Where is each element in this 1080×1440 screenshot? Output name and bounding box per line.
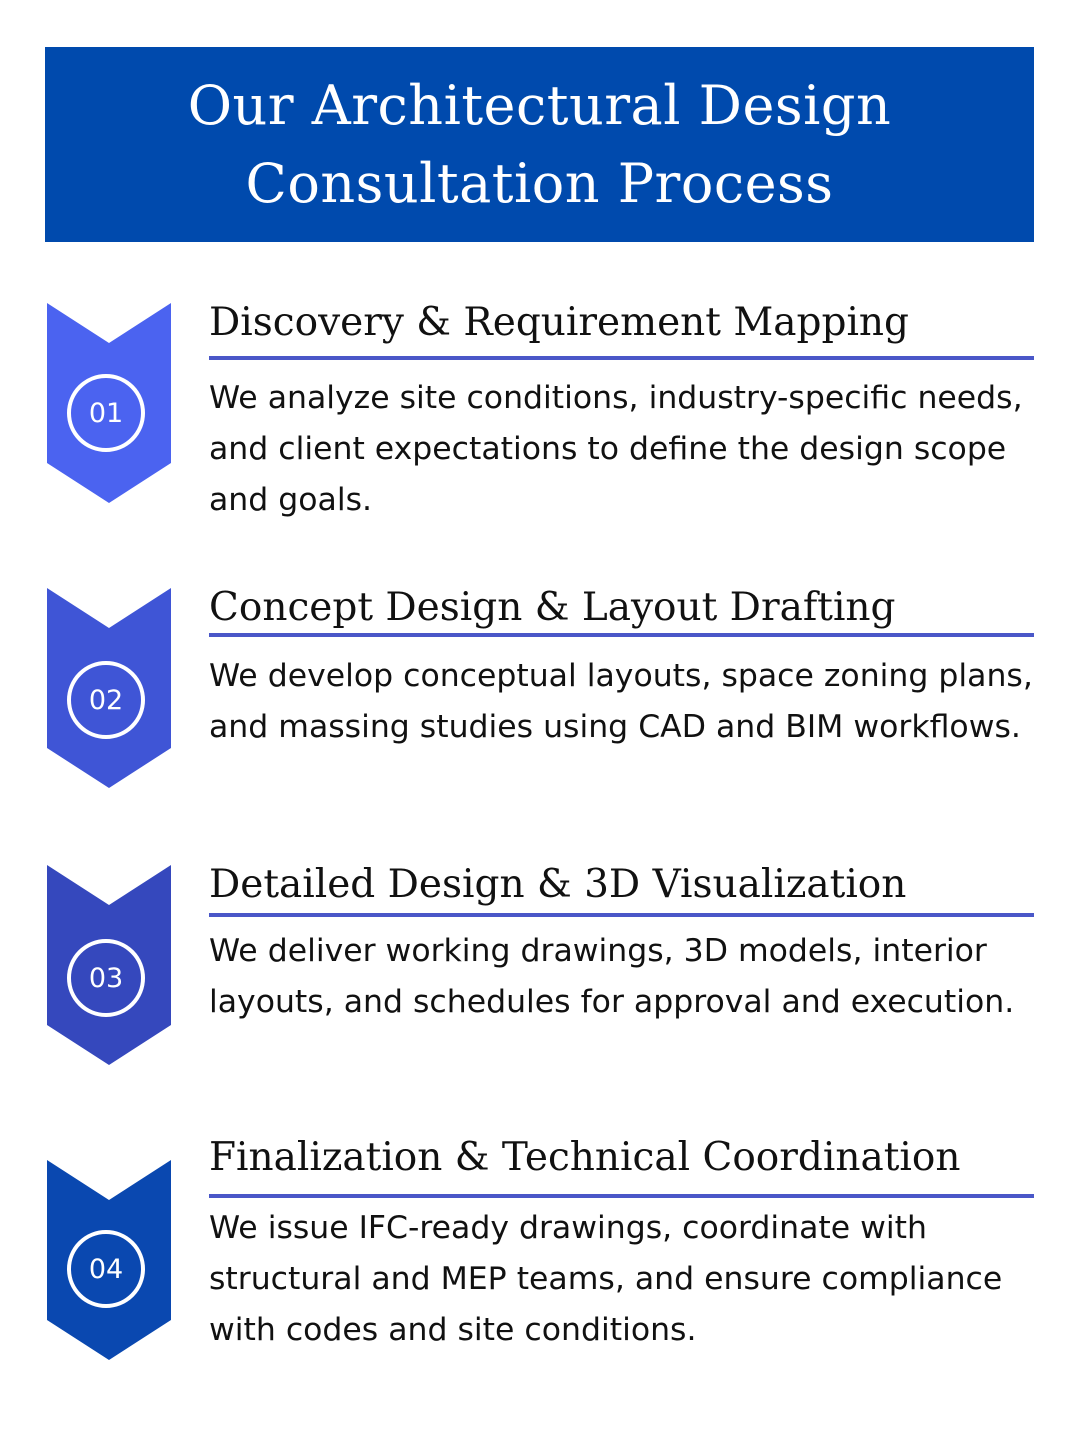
step-description: We develop conceptual layouts, space zoning plans, and massing studies using CAD and BIM workflows. [209,658,1033,745]
process-step-1 [0,300,1080,518]
step-title: Detailed Design & 3D Visualization [209,862,907,907]
step-description: We analyze site conditions, industry-specific needs, and client expectations to define the design scope and goals. [209,380,1023,518]
title-underline [209,913,1034,917]
process-step-3 [0,862,1080,1075]
step-title: Finalization & Technical Coordination [209,1135,961,1180]
process-step-2 [0,585,1080,798]
title-underline [209,356,1034,360]
step-number-badge: 03 [67,939,145,1017]
step-title: Concept Design & Layout Drafting [209,585,896,630]
step-description: We deliver working drawings, 3D models, interior layouts, and schedules for approval and execution. [209,933,1015,1020]
page-title: Our Architectural Design Consultation Process [187,73,892,215]
title-underline [209,633,1034,637]
step-number-badge: 02 [67,661,145,739]
header-banner [45,47,1034,242]
title-underline [209,1194,1034,1198]
step-number-badge: 04 [67,1230,145,1308]
step-number-badge: 01 [67,374,145,452]
step-description: We issue IFC-ready drawings, coordinate with structural and MEP teams, and ensure compliance with codes and site conditions. [209,1210,1003,1348]
process-step-4 [0,1135,1080,1370]
step-title: Discovery & Requirement Mapping [209,300,910,345]
